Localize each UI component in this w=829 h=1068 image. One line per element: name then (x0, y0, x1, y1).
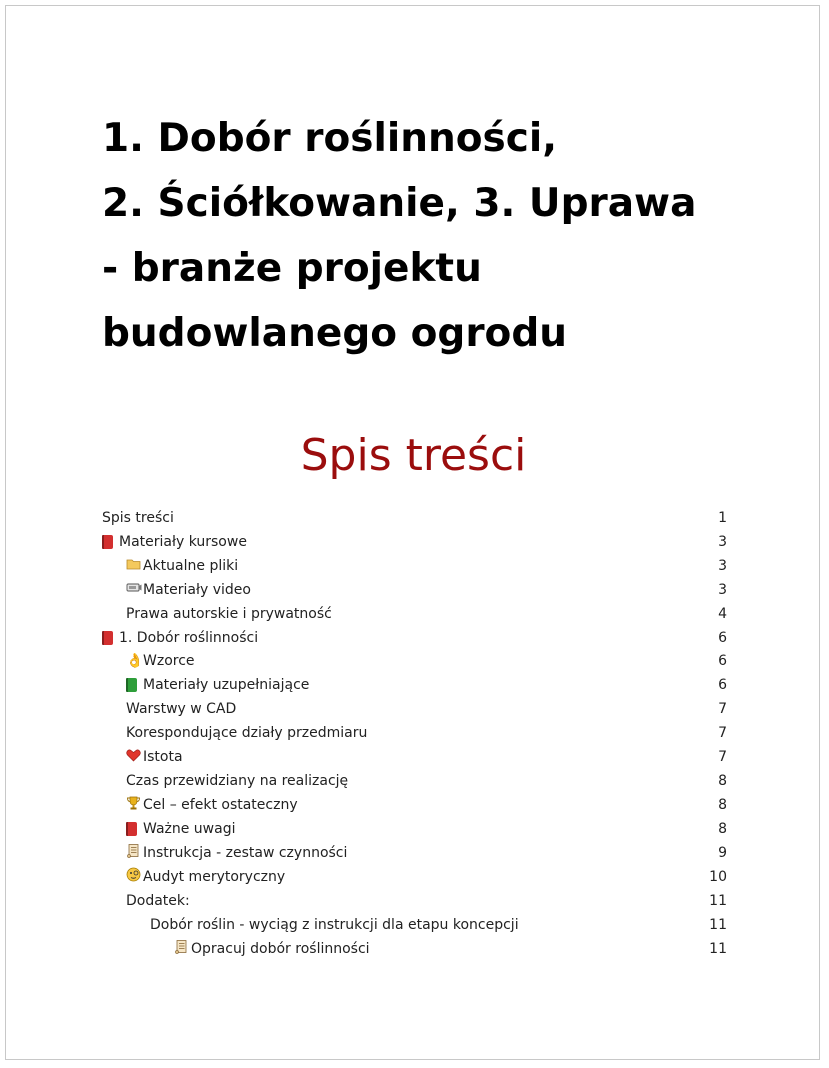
toc-entry[interactable] (102, 841, 727, 865)
toc-entry[interactable] (102, 889, 727, 913)
scroll-icon (174, 939, 191, 958)
toc-entry-label[interactable]: Opracuj dobór roślinności (191, 940, 370, 957)
title-line: - branże projektu (102, 246, 482, 291)
toc-entry[interactable] (102, 913, 727, 937)
toc-entry-label[interactable]: Czas przewidziany na realizację (126, 773, 349, 790)
toc-entry-label[interactable]: Warstwy w CAD (126, 701, 237, 718)
toc-entry-label[interactable]: Materiały kursowe (119, 533, 247, 550)
toc-entry-page-number[interactable]: 11 (709, 916, 727, 933)
toc-entry-page-number[interactable]: 6 (718, 629, 727, 646)
toc-entry-page-number[interactable]: 6 (718, 677, 727, 694)
toc-entry-label[interactable]: Korespondujące działy przedmiaru (126, 725, 368, 742)
toc-entry-title[interactable] (126, 867, 697, 886)
toc-entry[interactable] (102, 865, 727, 889)
red-book-icon (126, 821, 143, 837)
toc-entry[interactable] (102, 697, 727, 721)
toc-entry-title[interactable] (126, 773, 697, 789)
toc-entry-title[interactable] (102, 510, 697, 526)
toc-entry-label[interactable]: Aktualne pliki (143, 557, 239, 574)
scroll-icon (126, 843, 143, 862)
toc-entry-title[interactable] (126, 581, 697, 598)
toc-entry-title[interactable] (126, 893, 697, 909)
toc-entry-title[interactable] (126, 653, 697, 669)
title-line: 1. Dobór roślinności, (102, 116, 558, 161)
heart-icon (126, 749, 143, 766)
toc-entry-page-number[interactable]: 3 (718, 557, 727, 574)
toc-entry-page-number[interactable]: 8 (718, 797, 727, 814)
toc-entry-title[interactable] (150, 917, 697, 933)
toc-entry-label[interactable]: Prawa autorskie i prywatność (126, 605, 332, 622)
toc-entry[interactable] (102, 673, 727, 697)
red-book-icon (102, 534, 119, 550)
toc-entry-page-number[interactable]: 11 (709, 892, 727, 909)
toc-entry-label[interactable]: Audyt merytoryczny (143, 868, 286, 885)
toc-entry-title[interactable] (126, 725, 697, 741)
toc-entry-page-number[interactable]: 4 (718, 605, 727, 622)
toc-entry-label[interactable]: Wzorce (143, 653, 195, 670)
toc-entry-title[interactable] (126, 796, 697, 814)
toc-entry-page-number[interactable]: 8 (718, 820, 727, 837)
toc-entry-title[interactable] (126, 701, 697, 717)
toc-entry-page-number[interactable]: 6 (718, 653, 727, 670)
document-page (5, 5, 820, 1060)
toc-entry[interactable] (102, 721, 727, 745)
toc-entry[interactable] (102, 554, 727, 578)
toc-entry-label[interactable]: Ważne uwagi (143, 820, 236, 837)
toc-entry-title[interactable] (126, 606, 697, 622)
toc-entry-label[interactable]: Istota (143, 749, 183, 766)
toc-entry-title[interactable] (102, 630, 697, 646)
toc-entry[interactable] (102, 602, 727, 626)
toc-entry-title[interactable] (174, 939, 697, 958)
document-title (102, 106, 722, 366)
toc-entry-label[interactable]: Spis treści (102, 509, 174, 526)
toc-entry[interactable] (102, 626, 727, 650)
toc-entry-label[interactable]: 1. Dobór roślinności (119, 629, 259, 646)
toc-entry[interactable] (102, 745, 727, 769)
toc-entry[interactable] (102, 817, 727, 841)
title-line: budowlanego ogrodu (102, 311, 568, 356)
toc-entry-page-number[interactable]: 9 (718, 844, 727, 861)
green-book-icon (126, 677, 143, 693)
monocle-face-icon (126, 867, 143, 886)
toc-entry-page-number[interactable]: 11 (709, 940, 727, 957)
folder-icon (126, 557, 143, 574)
toc-entry[interactable] (102, 506, 727, 530)
toc-entry-title[interactable] (126, 821, 697, 837)
toc-entry-title[interactable] (126, 677, 697, 693)
toc-entry-page-number[interactable]: 1 (718, 509, 727, 526)
toc-entry[interactable] (102, 769, 727, 793)
toc-entry[interactable] (102, 793, 727, 817)
toc-entry[interactable] (102, 650, 727, 674)
toc-entry-page-number[interactable]: 7 (718, 701, 727, 718)
trophy-icon (126, 796, 143, 814)
toc-heading: Spis treści (300, 430, 527, 481)
toc-entry-label[interactable]: Instrukcja - zestaw czynności (143, 844, 348, 861)
toc-entry[interactable] (102, 530, 727, 554)
toc-entry-label[interactable]: Materiały uzupełniające (143, 677, 310, 694)
toc-entry[interactable] (102, 578, 727, 602)
toc-entry-page-number[interactable]: 8 (718, 773, 727, 790)
toc-entry-label[interactable]: Dobór roślin - wyciąg z instrukcji dla etapu koncepcji (150, 916, 519, 933)
toc-entry-page-number[interactable]: 3 (718, 533, 727, 550)
projector-icon (126, 581, 143, 598)
toc-entry[interactable] (102, 937, 727, 961)
toc-entry-title[interactable] (102, 534, 697, 550)
toc-entry-page-number[interactable]: 3 (718, 581, 727, 598)
toc-entry-page-number[interactable]: 7 (718, 725, 727, 742)
toc-entry-label[interactable]: Cel – efekt ostateczny (143, 797, 298, 814)
table-of-contents (102, 506, 727, 961)
toc-entry-page-number[interactable]: 7 (718, 749, 727, 766)
toc-entry-label[interactable]: Dodatek: (126, 892, 190, 909)
toc-entry-title[interactable] (126, 843, 697, 862)
toc-entry-title[interactable] (126, 557, 697, 574)
toc-entry-page-number[interactable]: 10 (709, 868, 727, 885)
toc-entry-title[interactable] (126, 749, 697, 766)
ok-hand-icon: 👌 (126, 653, 144, 670)
title-line: 2. Ściółkowanie, 3. Uprawa (102, 181, 697, 226)
toc-entry-label[interactable]: Materiały video (143, 581, 251, 598)
red-book-icon (102, 630, 119, 646)
